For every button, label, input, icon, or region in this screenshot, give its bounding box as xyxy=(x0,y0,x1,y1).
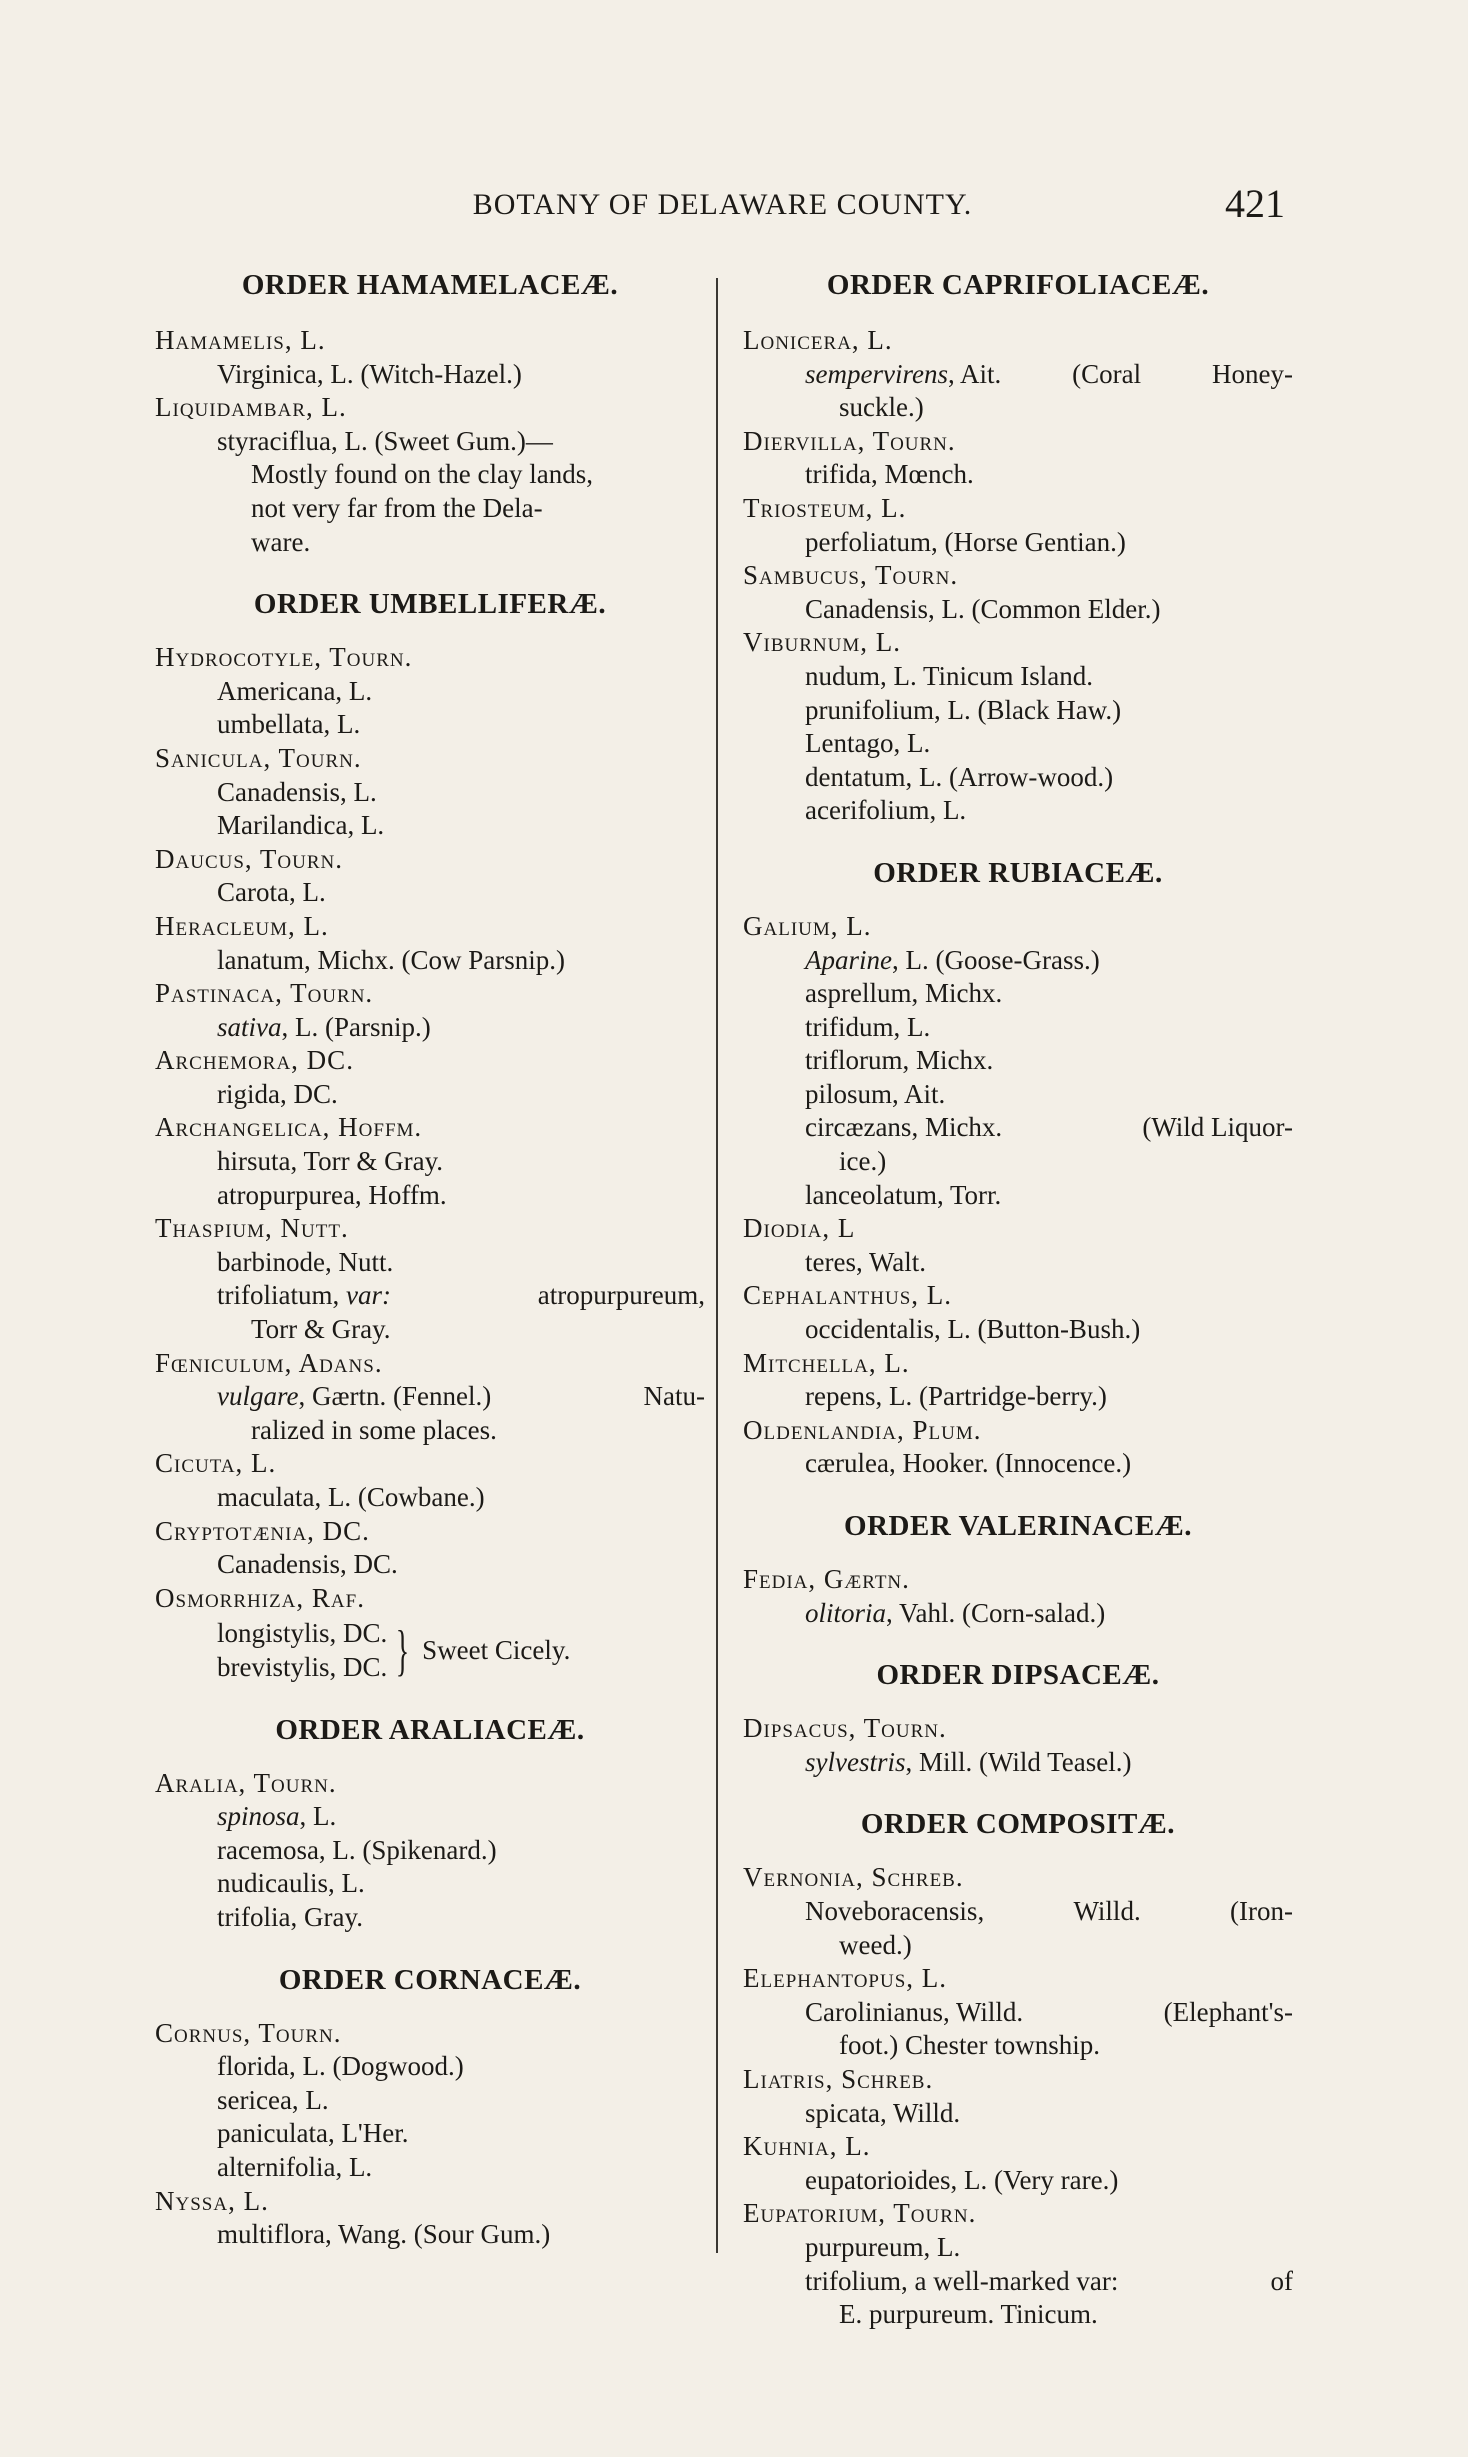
species-entry: circæzans, Michx. (Wild Liquor- xyxy=(805,1112,1293,1143)
species-entry: racemosa, L. (Spikenard.) xyxy=(217,1834,497,1865)
species-entry: nudum, L. Tinicum Island. xyxy=(805,660,1094,691)
order-heading: ORDER DIPSACEÆ. xyxy=(876,1659,1160,1692)
species-entry: rigida, DC. xyxy=(217,1078,338,1109)
species-note: Torr & Gray. xyxy=(251,1314,391,1345)
species-entry: Marilandica, L. xyxy=(217,810,385,841)
species-note: weed.) xyxy=(839,1929,912,1960)
species-entry: longistylis, DC. xyxy=(217,1618,388,1649)
species-entry: paniculata, L'Her. xyxy=(217,2118,409,2149)
species-entry: barbinode, Nutt. xyxy=(217,1246,394,1277)
order-heading: ORDER COMPOSITÆ. xyxy=(860,1808,1176,1841)
species-entry: multiflora, Wang. (Sour Gum.) xyxy=(217,2219,551,2250)
order-heading: ORDER HAMAMELACEÆ. xyxy=(241,269,619,301)
species-entry: vulgare, Gærtn. (Fennel.) Natu- xyxy=(217,1381,705,1412)
column-divider xyxy=(716,278,718,2253)
genus-entry: Liquidambar, L. xyxy=(155,392,347,423)
order-compositae xyxy=(743,1807,1293,2331)
order-dipsaceae xyxy=(743,1658,1293,1779)
order-heading: ORDER ARALIACEÆ. xyxy=(275,1713,585,1746)
species-entry: Virginica, L. (Witch-Hazel.) xyxy=(217,358,522,389)
species-entry: sylvestris, Mill. (Wild Teasel.) xyxy=(805,1746,1132,1777)
genus-entry: Sambucus, Tourn. xyxy=(743,560,959,591)
species-note: Mostly found on the clay lands, xyxy=(251,459,593,490)
species-entry: hirsuta, Torr & Gray. xyxy=(217,1146,444,1177)
genus-entry: Viburnum, L. xyxy=(743,627,901,658)
species-entry: spinosa, L. xyxy=(217,1801,337,1832)
right-column xyxy=(743,268,1293,2332)
species-entry: atropurpurea, Hoffm. xyxy=(217,1179,447,1210)
order-heading: ORDER UMBELLIFERÆ. xyxy=(253,588,607,621)
species-entry: perfoliatum, (Horse Gentian.) xyxy=(805,526,1126,557)
species-entry: trifida, Mœnch. xyxy=(805,459,974,490)
species-entry: repens, L. (Partridge-berry.) xyxy=(805,1381,1107,1412)
species-entry: triflorum, Michx. xyxy=(805,1045,994,1076)
order-hamamelaceae xyxy=(155,268,705,559)
common-name: Sweet Cicely. xyxy=(422,1635,571,1666)
genus-entry: Pastinaca, Tourn. xyxy=(155,978,374,1009)
species-entry: umbellata, L. xyxy=(217,709,361,740)
species-entry: asprellum, Michx. xyxy=(805,978,1003,1009)
species-entry: Canadensis, L. (Common Elder.) xyxy=(805,593,1161,624)
running-title: BOTANY OF DELAWARE COUNTY. xyxy=(472,188,973,221)
species-note: ice.) xyxy=(839,1146,887,1177)
species-entry: trifoliatum, var: atropurpureum, xyxy=(217,1280,705,1311)
genus-entry: Oldenlandia, Plum. xyxy=(743,1414,982,1445)
species-entry: prunifolium, L. (Black Haw.) xyxy=(805,694,1122,725)
species-entry: Canadensis, DC. xyxy=(217,1549,398,1580)
order-heading: ORDER VALERINACEÆ. xyxy=(844,1510,1192,1542)
order-caprifoliaceae xyxy=(743,268,1293,828)
species-entry: styraciflua, L. (Sweet Gum.)— xyxy=(217,425,553,456)
species-entry: eupatorioides, L. (Very rare.) xyxy=(805,2164,1119,2195)
genus-entry: Archemora, DC. xyxy=(155,1045,354,1076)
genus-entry: Sanicula, Tourn. xyxy=(155,742,362,773)
genus-entry: Elephantopus, L. xyxy=(743,1963,948,1994)
species-entry: alternifolia, L. xyxy=(217,2151,373,2182)
species-entry: Lentago, L. xyxy=(805,728,931,759)
species-entry: nudicaulis, L. xyxy=(217,1868,365,1899)
species-entry: Carota, L. xyxy=(217,877,326,908)
species-note: E. purpureum. Tinicum. xyxy=(839,2299,1098,2330)
species-note: not very far from the Dela- xyxy=(251,492,543,523)
page-number: 421 xyxy=(1225,181,1285,226)
genus-entry: Kuhnia, L. xyxy=(743,2131,871,2162)
species-entry: lanceolatum, Torr. xyxy=(805,1179,1002,1210)
species-entry: Carolinianus, Willd. (Elephant's- xyxy=(805,1996,1293,2027)
genus-entry: Eupatorium, Tourn. xyxy=(743,2198,977,2229)
genus-entry: Osmorrhiza, Raf. xyxy=(155,1582,365,1613)
genus-entry: Fedia, Gærtn. xyxy=(743,1564,910,1594)
species-entry: lanatum, Michx. (Cow Parsnip.) xyxy=(217,944,565,975)
genus-entry: Vernonia, Schreb. xyxy=(743,1862,964,1893)
species-entry: dentatum, L. (Arrow-wood.) xyxy=(805,761,1114,792)
order-araliaceae xyxy=(155,1713,705,1935)
order-cornaceae xyxy=(155,1963,705,2252)
order-heading: ORDER RUBIACEÆ. xyxy=(873,856,1163,889)
species-note: suckle.) xyxy=(839,392,924,423)
species-entry: purpureum, L. xyxy=(805,2231,961,2262)
left-column xyxy=(155,268,705,2252)
genus-entry: Mitchella, L. xyxy=(743,1347,910,1378)
genus-entry: Cephalanthus, L. xyxy=(743,1280,953,1311)
species-entry: Aparine, L. (Goose-Grass.) xyxy=(805,944,1100,975)
genus-entry: Cryptotænia, DC. xyxy=(155,1515,370,1546)
genus-entry: Galium, L. xyxy=(743,910,872,941)
species-entry: trifolium, a well-marked var: of xyxy=(805,2265,1293,2296)
genus-entry: Cicuta, L. xyxy=(155,1448,277,1479)
genus-entry: Thaspium, Nutt. xyxy=(155,1213,349,1244)
genus-entry: Aralia, Tourn. xyxy=(155,1767,337,1798)
species-entry: brevistylis, DC. xyxy=(217,1651,388,1682)
genus-entry: Liatris, Schreb. xyxy=(743,2063,934,2094)
genus-entry: Heracleum, L. xyxy=(155,910,329,941)
genus-entry: Nyssa, L. xyxy=(155,2185,269,2216)
species-entry: sativa, L. (Parsnip.) xyxy=(217,1011,431,1042)
species-note: foot.) Chester township. xyxy=(839,2030,1100,2061)
species-entry: Noveboracensis, Willd. (Iron- xyxy=(805,1895,1293,1926)
species-entry: sempervirens, Ait. (Coral Honey- xyxy=(805,358,1293,389)
order-umbelliferae xyxy=(155,587,705,1684)
genus-entry: Daucus, Tourn. xyxy=(155,843,343,874)
running-header xyxy=(160,180,1285,240)
genus-entry: Triosteum, L. xyxy=(743,492,907,523)
species-entry: occidentalis, L. (Button-Bush.) xyxy=(805,1314,1141,1345)
species-note: ware. xyxy=(251,526,311,557)
species-entry: florida, L. (Dogwood.) xyxy=(217,2051,464,2082)
species-entry: olitoria, Vahl. (Corn-salad.) xyxy=(805,1597,1106,1628)
genus-entry: Fœniculum, Adans. xyxy=(155,1347,383,1378)
species-entry: pilosum, Ait. xyxy=(805,1078,946,1109)
genus-entry: Diervilla, Tourn. xyxy=(743,425,956,456)
genus-entry: Diodia, L xyxy=(743,1213,856,1244)
species-entry: maculata, L. (Cowbane.) xyxy=(217,1482,485,1512)
species-entry: Canadensis, L. xyxy=(217,776,377,807)
species-entry: Americana, L. xyxy=(217,675,373,706)
genus-entry: Hamamelis, L. xyxy=(155,325,326,355)
species-entry: cærulea, Hooker. (Innocence.) xyxy=(805,1448,1132,1479)
genus-entry: Archangelica, Hoffm. xyxy=(155,1112,423,1143)
species-entry: spicata, Willd. xyxy=(805,2097,961,2128)
species-entry: acerifolium, L. xyxy=(805,795,967,826)
genus-entry: Cornus, Tourn. xyxy=(155,2017,342,2048)
order-heading: ORDER CAPRIFOLIACEÆ. xyxy=(826,269,1210,301)
genus-entry: Lonicera, L. xyxy=(743,325,893,355)
species-entry: sericea, L. xyxy=(217,2084,329,2115)
species-pair xyxy=(155,1617,705,1684)
order-heading: ORDER CORNACEÆ. xyxy=(278,1963,582,1996)
species-entry: teres, Walt. xyxy=(805,1246,927,1277)
species-entry: trifidum, L. xyxy=(805,1011,931,1042)
genus-entry: Dipsacus, Tourn. xyxy=(743,1713,947,1744)
order-valerianaceae xyxy=(743,1509,1293,1630)
species-note: ralized in some places. xyxy=(251,1414,497,1445)
brace-glyph: } xyxy=(396,1619,410,1682)
order-rubiaceae xyxy=(743,856,1293,1481)
species-entry: trifolia, Gray. xyxy=(217,1901,363,1932)
genus-entry: Hydrocotyle, Tourn. xyxy=(155,642,413,673)
